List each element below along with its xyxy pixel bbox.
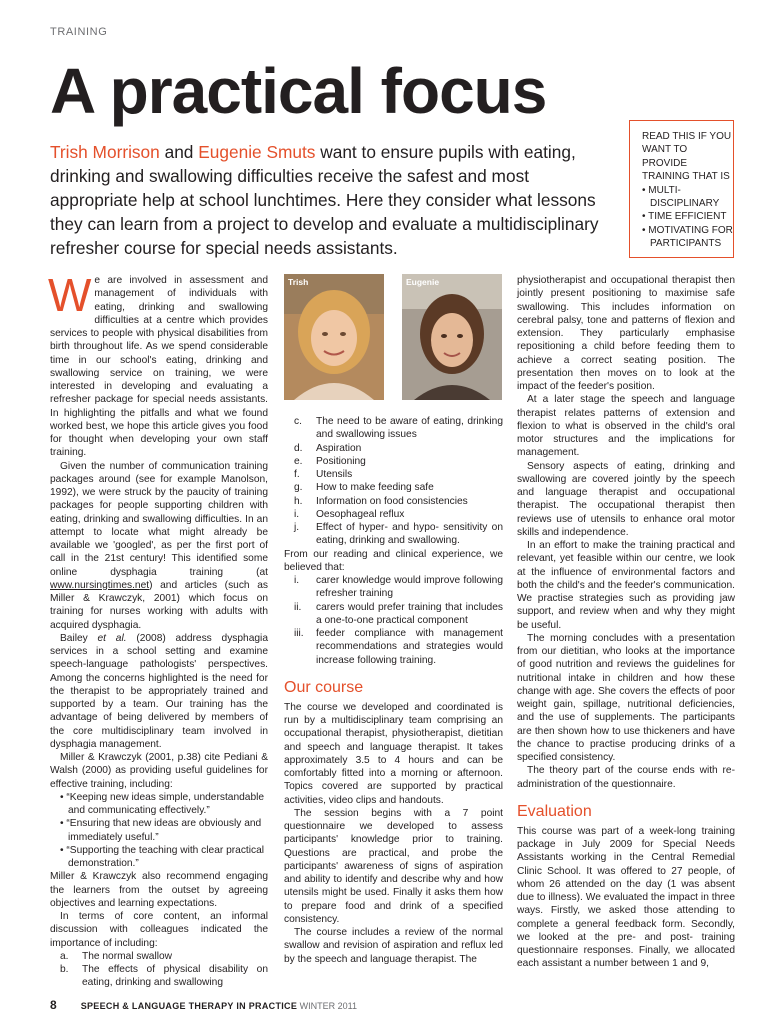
list-marker: d. [294,442,303,454]
column-1 [48,269,268,990]
author-photos [284,274,506,400]
list-marker: c. [294,416,302,427]
drop-cap: W [48,269,92,321]
portrait-eugenie-image [402,274,502,400]
photo-label-eugenie: Eugenie [406,277,440,287]
paragraph-text: Bailey [60,632,98,644]
author-eugenie-smuts: Eugenie Smuts [198,142,316,162]
list-text: The need to be aware of eating, drinking and swallowing issues [316,416,503,441]
paragraph-text: ) and articles (such as Miller & Krawczyk, 2001) which focus on training for nurses working with adults with acquired dysphagia. [50,579,268,631]
column-2 [284,415,503,966]
list-text: The effects of physical disability on eating, drinking and swallowing [82,964,268,989]
list-marker: i. [294,575,300,586]
portrait-trish-image [284,274,384,400]
list-text: How to make feeding safe [316,482,434,494]
list-item [294,415,503,442]
magazine-name: SPEECH & LANGUAGE THERAPY IN PRACTICE [80,1001,298,1011]
standfirst-and: and [159,142,199,162]
paragraph: In terms of core content, an informal discussion with colleagues indicated the importance of including: [50,911,268,949]
intro-text: e are involved in assessment and management of individuals with eating, drinking and swallowing difficulties at a centre which provides services to people with physical disabilities from birth throughout life. As we spend considerable time in our school's eating, drinking and swallowing service on training, we were interested in developing and evaluating a refresher package for special needs assistants. In highlighting the pitfalls and what we found worked best, we hope this article gives you food for thought when developing your own staff training. [50,275,268,459]
list-item [294,481,503,494]
list-item [294,468,503,481]
list-text: Effect of hyper- and hypo- sensitivity on eating, drinking and swallowing. [316,522,503,547]
paragraph: From our reading and clinical experience, we believed that: [284,548,503,573]
guidelines-list [56,791,268,871]
callout-item: • MULTI-DISCIPLINARY [642,184,720,210]
list-text: Oesophageal reflux [316,508,405,520]
list-item [294,574,503,601]
paragraph: This course was part of a week-long training package in July 2009 for Special Needs Assistants working in the Central Remedial Clinic School. It was offered to 27 people, of whom 26 attended on the day (1 was absent due to illness). We evaluated the impact in three ways. Firstly, we asked those attending to complete a general feedback form. Secondly, we looked at the pre- and post- training questionnaire responses. Finally, we allocated each assistant a number between 1 and 9, [517,825,735,970]
section-label: TRAINING [50,26,108,38]
list-item [60,950,268,963]
page-number: 8 [50,998,57,1012]
list-marker: f. [294,469,300,480]
paragraph: The course includes a review of the normal swallow and revision of aspiration and reflux led by the speech and language therapist. The [284,927,503,965]
list-marker: h. [294,495,303,507]
list-text: Utensils [316,469,353,480]
paragraph: Sensory aspects of eating, drinking and swallowing are covered jointly by the speech and language therapist and occupational therapist. The occupational therapist then reviews use of utensils to enhance oral motor skills and independence. [517,460,735,538]
list-marker: g. [294,482,303,494]
photo-eugenie [402,274,502,400]
core-content-list [60,950,268,990]
author-trish-morrison: Trish Morrison [50,142,160,162]
headline: A practical focus [50,55,547,127]
hypotheses-list [294,574,503,667]
guideline-item: • “Keeping new ideas simple, understandable and communicating effectively.” [60,791,265,816]
list-marker: ii. [294,601,302,613]
standfirst [50,140,610,260]
callout-item: • MOTIVATING FOR PARTICIPANTS [642,224,733,250]
list-marker: e. [294,455,303,467]
core-content-list-continued [294,415,503,548]
callout-item: • TIME EFFICIENT [642,211,727,223]
column-3 [517,274,735,971]
list-marker: a. [60,950,69,962]
list-item [294,627,503,667]
callout-list [642,184,733,251]
photo-trish [284,274,384,400]
paragraph [50,632,268,751]
list-item [294,442,503,455]
heading-evaluation: Evaluation [517,802,592,820]
guideline-item: • “Ensuring that new ideas are obviously and immediately useful.” [60,818,262,843]
paragraph: Miller & Krawczyk (2001, p.38) cite Pediani & Walsh (2000) as providing useful guidelines for effective training, including: [50,752,268,790]
paragraph [50,460,268,632]
photo-label-trish: Trish [288,277,309,287]
paragraph: At a later stage the speech and language therapist relates patterns of extension and flexion to what is observed in the child's oral motor structures and the implications for management. [517,394,735,459]
paragraph: Miller & Krawczyk also recommend engaging the learners from the outset by agreeing objectives and learning expectations. [50,871,268,909]
et-al: et al. [97,632,127,644]
paragraph-text: (2008) address dysphagia services in a school setting and examine speech-language pathologists' perspectives. Among the concerns highlighted is the need for the therapist to be appropriately trained and supported by a team. Our training has the advantage of being delivered by members of the core multidisciplinary team involved in dysphagia management. [50,632,268,750]
list-item [294,508,503,521]
issue-label: WINTER 2011 [297,1001,358,1011]
page-footer [50,998,357,1012]
list-text: feeder compliance with management recommendations and strategies would increase following training. [316,628,503,666]
nursingtimes-link[interactable]: www.nursingtimes.net [50,579,150,591]
list-text: Aspiration [316,442,362,454]
list-text: Information on food consistencies [316,495,468,507]
paragraph: The course we developed and coordinated is run by a multidisciplinary team comprising an occupational therapist, physiotherapist, dietitian and speech and language therapist. It takes approximately 3.5 to 4 hours and can be comfortably fitted into a morning or afternoon. Topics covered are supported by practical activities, video clips and handouts. [284,701,503,806]
list-item [60,963,268,990]
list-item [294,601,503,628]
paragraph: The theory part of the course ends with re-administration of the questionnaire. [517,765,735,790]
paragraph-text: Given the number of communication training packages around (see for example Manolson, 1992), we were struck by the paucity of training packages for people supporting children with eating, drinking and swallowing difficulties. In an attempt to locate what might already be available we 'googled', as per the first port of call in the 21st century! This identified some online dysphagia training (at [50,460,268,578]
callout-intro: READ THIS IF YOU WANT TO PROVIDE TRAINING THAT IS [642,131,732,183]
standfirst-text: want to ensure pupils with eating, drinking and swallowing difficulties receive the safest and most appropriate help at school lunchtimes. Here they consider what lessons they can learn from a project to develop and evaluate a multidisciplinary refresher course for special needs assistants. [50,142,599,258]
list-text: carers would prefer training that includes a one-to-one practical component [316,601,503,626]
list-marker: j. [294,522,300,533]
list-item [294,455,503,468]
list-text: Positioning [316,455,366,467]
list-text: The normal swallow [82,950,173,962]
list-text: carer knowledge would improve following refresher training [316,575,503,600]
list-marker: iii. [294,628,304,639]
list-item [294,521,503,548]
paragraph: The session begins with a 7 point questionnaire we developed to assess participants' knowledge prior to training. Questions are practical, and probe the participants' awareness of signs of aspiration and ability to identify and describe why and how utensils might be used. Finally it asks them how to prepare food and drink of a specified consistency. [284,807,503,925]
paragraph: The morning concludes with a presentation from our dietitian, who looks at the importance of good nutrition and reviews the guidelines for nutritional intake in children and how these change with age. She covers the effects of poor weight gain, spillage, nutritional deficiencies, and the use of supplements. The participants are then shown how to use thickeners and have the chance to practise producing drinks of a specified consistency. [517,632,735,763]
paragraph: In an effort to make the training practical and relevant, yet feasible within our centre, we look at the influence of environmental factors and both the child's and the feeder's communication. We practise strategies such as providing jaw support, and review when and why they might be useful. [517,540,735,631]
list-item [294,495,503,508]
read-this-callout [629,120,734,258]
list-marker: b. [60,964,69,975]
heading-our-course: Our course [284,678,364,696]
guideline-item: • “Supporting the teaching with clear practical demonstration.” [60,844,265,869]
list-marker: i. [294,508,300,520]
paragraph: physiotherapist and occupational therapist then jointly present positioning to maximise safe swallowing. This includes information on cerebral palsy, tone and patterns of flexion and extension. They particularly emphasise repositioning a child before feeding them to achieve a correct seating position. The presentation then moves on to look at the impact of the feeder's position. [517,275,735,392]
intro-paragraph [48,269,268,460]
